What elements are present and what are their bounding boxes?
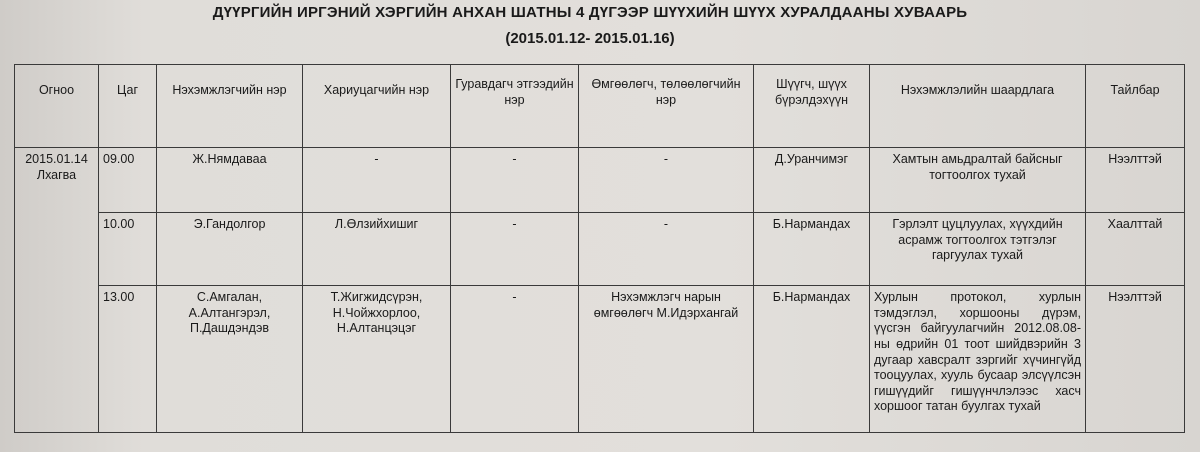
defendant-name: Л.Өлзийхишиг bbox=[334, 217, 419, 231]
time-cell: 09.00 bbox=[99, 148, 157, 213]
third-party-cell: - bbox=[451, 213, 579, 286]
judge-cell: Д.Уранчимэг bbox=[754, 148, 870, 213]
column-header-advocate: Өмгөөлөгч, төлөөлөгчийн нэр bbox=[579, 65, 754, 148]
defendant-cell bbox=[303, 213, 451, 286]
note-cell: Нээлттэй bbox=[1086, 286, 1185, 433]
hearing-date: 2015.01.14 bbox=[25, 152, 88, 166]
advocate-cell bbox=[579, 213, 754, 286]
third-party-cell: - bbox=[451, 286, 579, 433]
plaintiff-name: П.Дашдэндэв bbox=[189, 321, 270, 336]
advocate-cell bbox=[579, 148, 754, 213]
column-header-note: Тайлбар bbox=[1086, 65, 1185, 148]
advocate-name: - bbox=[663, 152, 669, 166]
advocate-name: - bbox=[663, 217, 669, 231]
claim-cell: Хамтын амьдралтай байсныг тогтоолгох тухай bbox=[870, 148, 1086, 213]
plaintiff-name: С.Амгалан, bbox=[196, 290, 263, 304]
plaintiff-name: Э.Гандолгор bbox=[193, 217, 266, 231]
defendant-cell bbox=[303, 286, 451, 433]
advocate-name: Нэхэмжлэгч нарын bbox=[611, 290, 721, 304]
hearing-weekday: Лхагва bbox=[36, 167, 77, 182]
table-header-row bbox=[15, 65, 1185, 148]
table-row bbox=[15, 213, 1185, 286]
plaintiff-name: Ж.Нямдаваа bbox=[192, 152, 267, 166]
defendant-cell bbox=[303, 148, 451, 213]
plaintiff-cell bbox=[157, 148, 303, 213]
plaintiff-name: А.Алтангэрэл, bbox=[188, 305, 271, 320]
note-cell: Нээлттэй bbox=[1086, 148, 1185, 213]
column-header-judge: Шүүгч, шүүх бүрэлдэхүүн bbox=[754, 65, 870, 148]
note-cell: Хаалттай bbox=[1086, 213, 1185, 286]
judge-cell: Б.Нармандах bbox=[754, 213, 870, 286]
defendant-name: - bbox=[374, 152, 379, 166]
table-row bbox=[15, 286, 1185, 433]
time-cell: 13.00 bbox=[99, 286, 157, 433]
page-title: ДҮҮРГИЙН ИРГЭНИЙ ХЭРГИЙН АНХАН ШАТНЫ 4 ДҮГЭЭР ШҮҮХИЙН ШҮҮХ ХУРАЛДААНЫ ХУВААРЬ bbox=[212, 4, 968, 21]
column-header-third-party: Гуравдагч этгээдийн нэр bbox=[451, 65, 579, 148]
table-row bbox=[15, 148, 1185, 213]
claim-cell: Гэрлэлт цуцлуулах, хүүхдийн асрамж тогтоолгох тэтгэлэг гаргуулах тухай bbox=[870, 213, 1086, 286]
column-header-defendant: Хариуцагчийн нэр bbox=[303, 65, 451, 148]
defendant-name: Н.Чойжхорлоо, bbox=[332, 305, 421, 320]
advocate-cell bbox=[579, 286, 754, 433]
third-party-cell: - bbox=[451, 148, 579, 213]
defendant-name: Н.Алтанцэцэг bbox=[336, 321, 417, 336]
defendant-name: Т.Жигжидсүрэн, bbox=[330, 290, 423, 304]
column-header-time: Цаг bbox=[99, 65, 157, 148]
date-cell bbox=[15, 148, 99, 433]
time-cell: 10.00 bbox=[99, 213, 157, 286]
date-range-subtitle: (2015.01.12- 2015.01.16) bbox=[505, 30, 675, 47]
hearing-schedule-table bbox=[14, 64, 1185, 433]
plaintiff-cell bbox=[157, 213, 303, 286]
column-header-date: Огноо bbox=[15, 65, 99, 148]
judge-cell: Б.Нармандах bbox=[754, 286, 870, 433]
advocate-name: өмгөөлөгч М.Идэрхангай bbox=[593, 305, 739, 320]
column-header-claim: Нэхэмжлэлийн шаардлага bbox=[870, 65, 1086, 148]
column-header-plaintiff: Нэхэмжлэгчийн нэр bbox=[157, 65, 303, 148]
claim-cell: Хурлын протокол, хурлын тэмдэглэл, хоршооны дүрэм, үүсгэн байгуулагчийн 2012.08.08-ны өдрийн 01 тоот шийдвэрийн 3 дугаар хавсралт зэргийг хүчингүйд тооцуулах, хууль бусаар элсүүлсэн гишүүдийг гишүүнчлэлээс хасч хоршоог татан буулгах тухай bbox=[870, 286, 1086, 433]
plaintiff-cell bbox=[157, 286, 303, 433]
